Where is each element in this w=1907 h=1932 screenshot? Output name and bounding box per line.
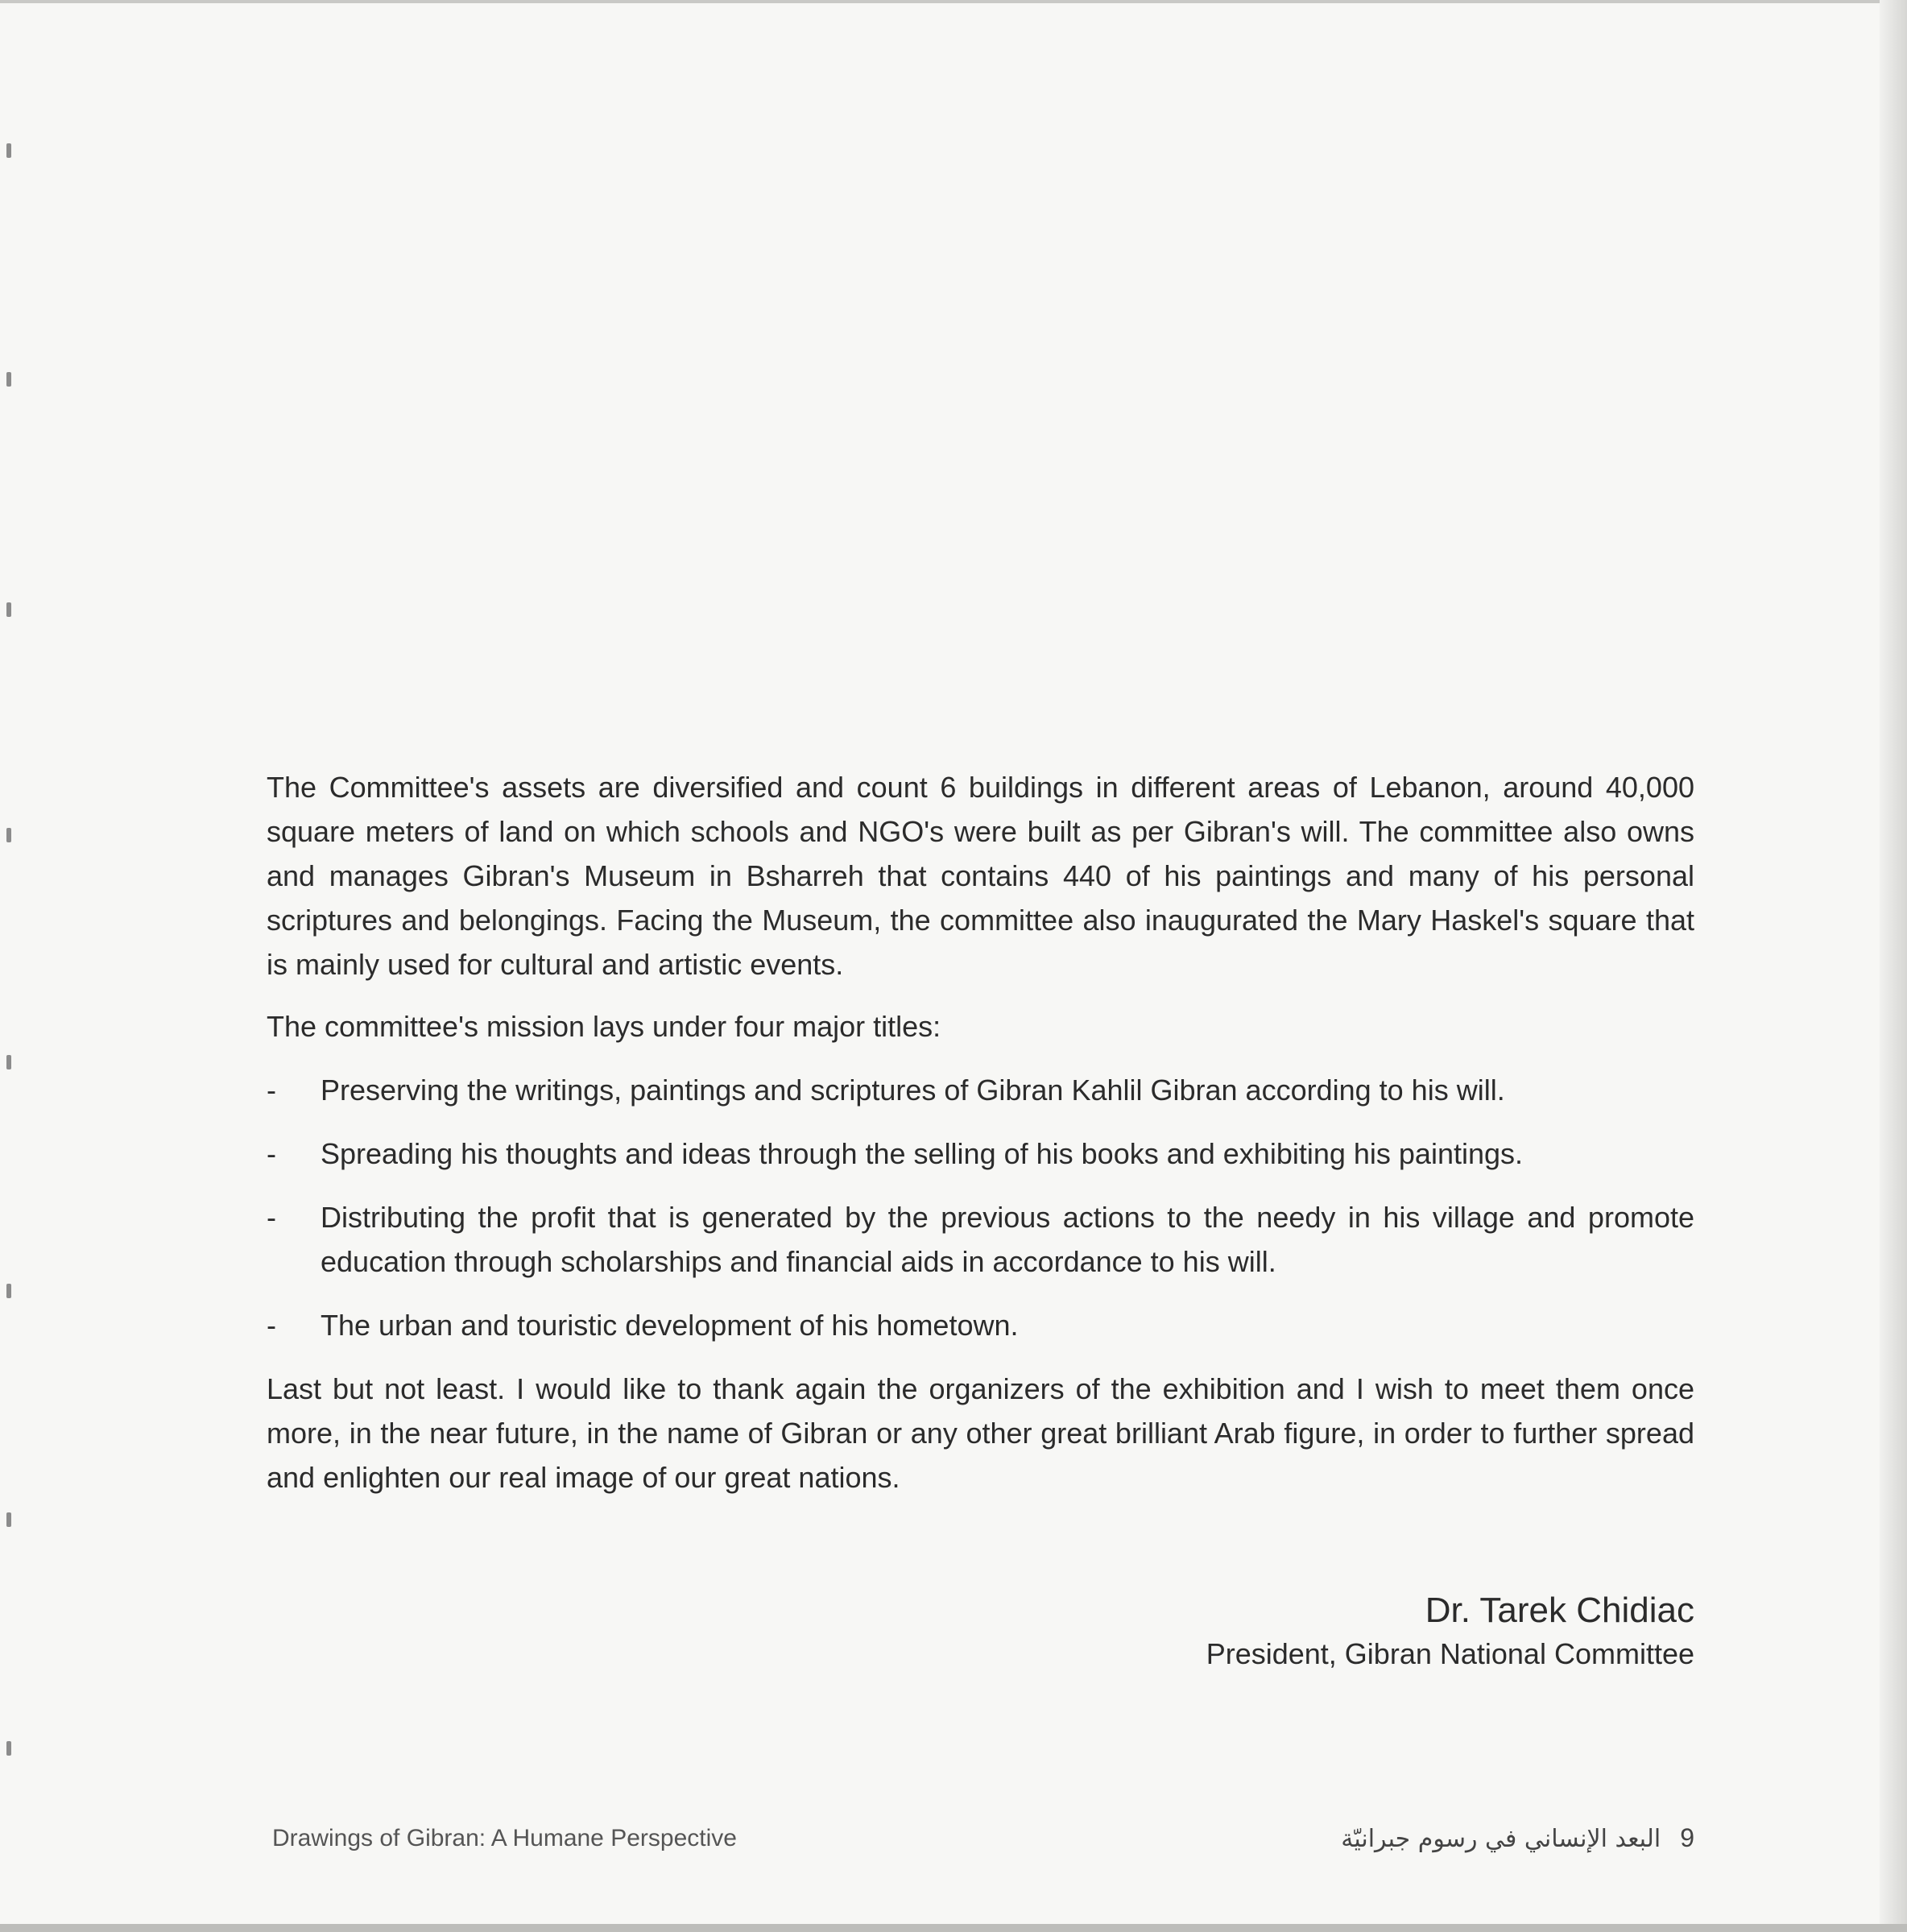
list-item: [267, 1195, 1694, 1284]
bullet-dash: -: [267, 1074, 276, 1107]
binding-hole-mark: [6, 1284, 11, 1298]
bullet-dash: -: [267, 1201, 276, 1234]
bullet-dash: -: [267, 1137, 276, 1170]
binding-hole-mark: [6, 1741, 11, 1756]
binding-hole-mark: [6, 1512, 11, 1527]
list-item-text: Preserving the writings, paintings and scriptures of Gibran Kahlil Gibran according to his will.: [321, 1074, 1505, 1107]
binding-hole-mark: [6, 602, 11, 617]
list-item: [267, 1303, 1694, 1347]
list-item-text: The urban and touristic development of his hometown.: [321, 1309, 1019, 1342]
page-top-edge: [0, 0, 1907, 3]
list-item: [267, 1068, 1694, 1112]
binding-hole-mark: [6, 143, 11, 158]
body-text: [267, 765, 1694, 1519]
bullet-dash: -: [267, 1309, 276, 1342]
signatory-name: Dr. Tarek Chidiac: [1425, 1591, 1694, 1630]
footer-arabic-title: البعد الإنساني في رسوم جبرانيّة: [1341, 1825, 1661, 1853]
binding-hole-mark: [6, 828, 11, 842]
signature-block: [1206, 1588, 1694, 1675]
page-number: 9: [1680, 1823, 1694, 1852]
assets-paragraph: The Committee's assets are diversified and count 6 buildings in different areas of Lebanon, around 40,000 square meters of land on which schools and NGO's were built as per Gibran's will. The committee also owns and manages Gibran's Museum in Bsharreh that contains 440 of his paintings and many of his personal scriptures and belongings. Facing the Museum, the committee also inaugurated the Mary Haskel's square that is mainly used for cultural and artistic events.: [267, 771, 1694, 981]
footer-right: [1341, 1823, 1694, 1853]
binding-hole-mark: [6, 372, 11, 387]
page-bottom-edge: [0, 1924, 1907, 1932]
list-item-text: Spreading his thoughts and ideas through the selling of his books and exhibiting his paintings.: [321, 1137, 1524, 1170]
list-item: [267, 1131, 1694, 1176]
page-right-edge: [1880, 0, 1907, 1932]
signatory-title: President, Gibran National Committee: [1206, 1637, 1694, 1670]
mission-list: [267, 1068, 1694, 1347]
binding-hole-mark: [6, 1055, 11, 1069]
footer-book-title: Drawings of Gibran: A Humane Perspective: [272, 1825, 737, 1851]
mission-lead: The committee's mission lays under four major titles:: [267, 1010, 941, 1043]
closing-paragraph: Last but not least. I would like to thank again the organizers of the exhibition and I wish to meet them once more, in the near future, in the name of Gibran or any other great brilliant Arab figure, in order to further spread and enlighten our real image of our great nations.: [267, 1372, 1694, 1494]
list-item-text: Distributing the profit that is generated by the previous actions to the needy in his village and promote education through scholarships and financial aids in accordance to his will.: [321, 1201, 1694, 1278]
